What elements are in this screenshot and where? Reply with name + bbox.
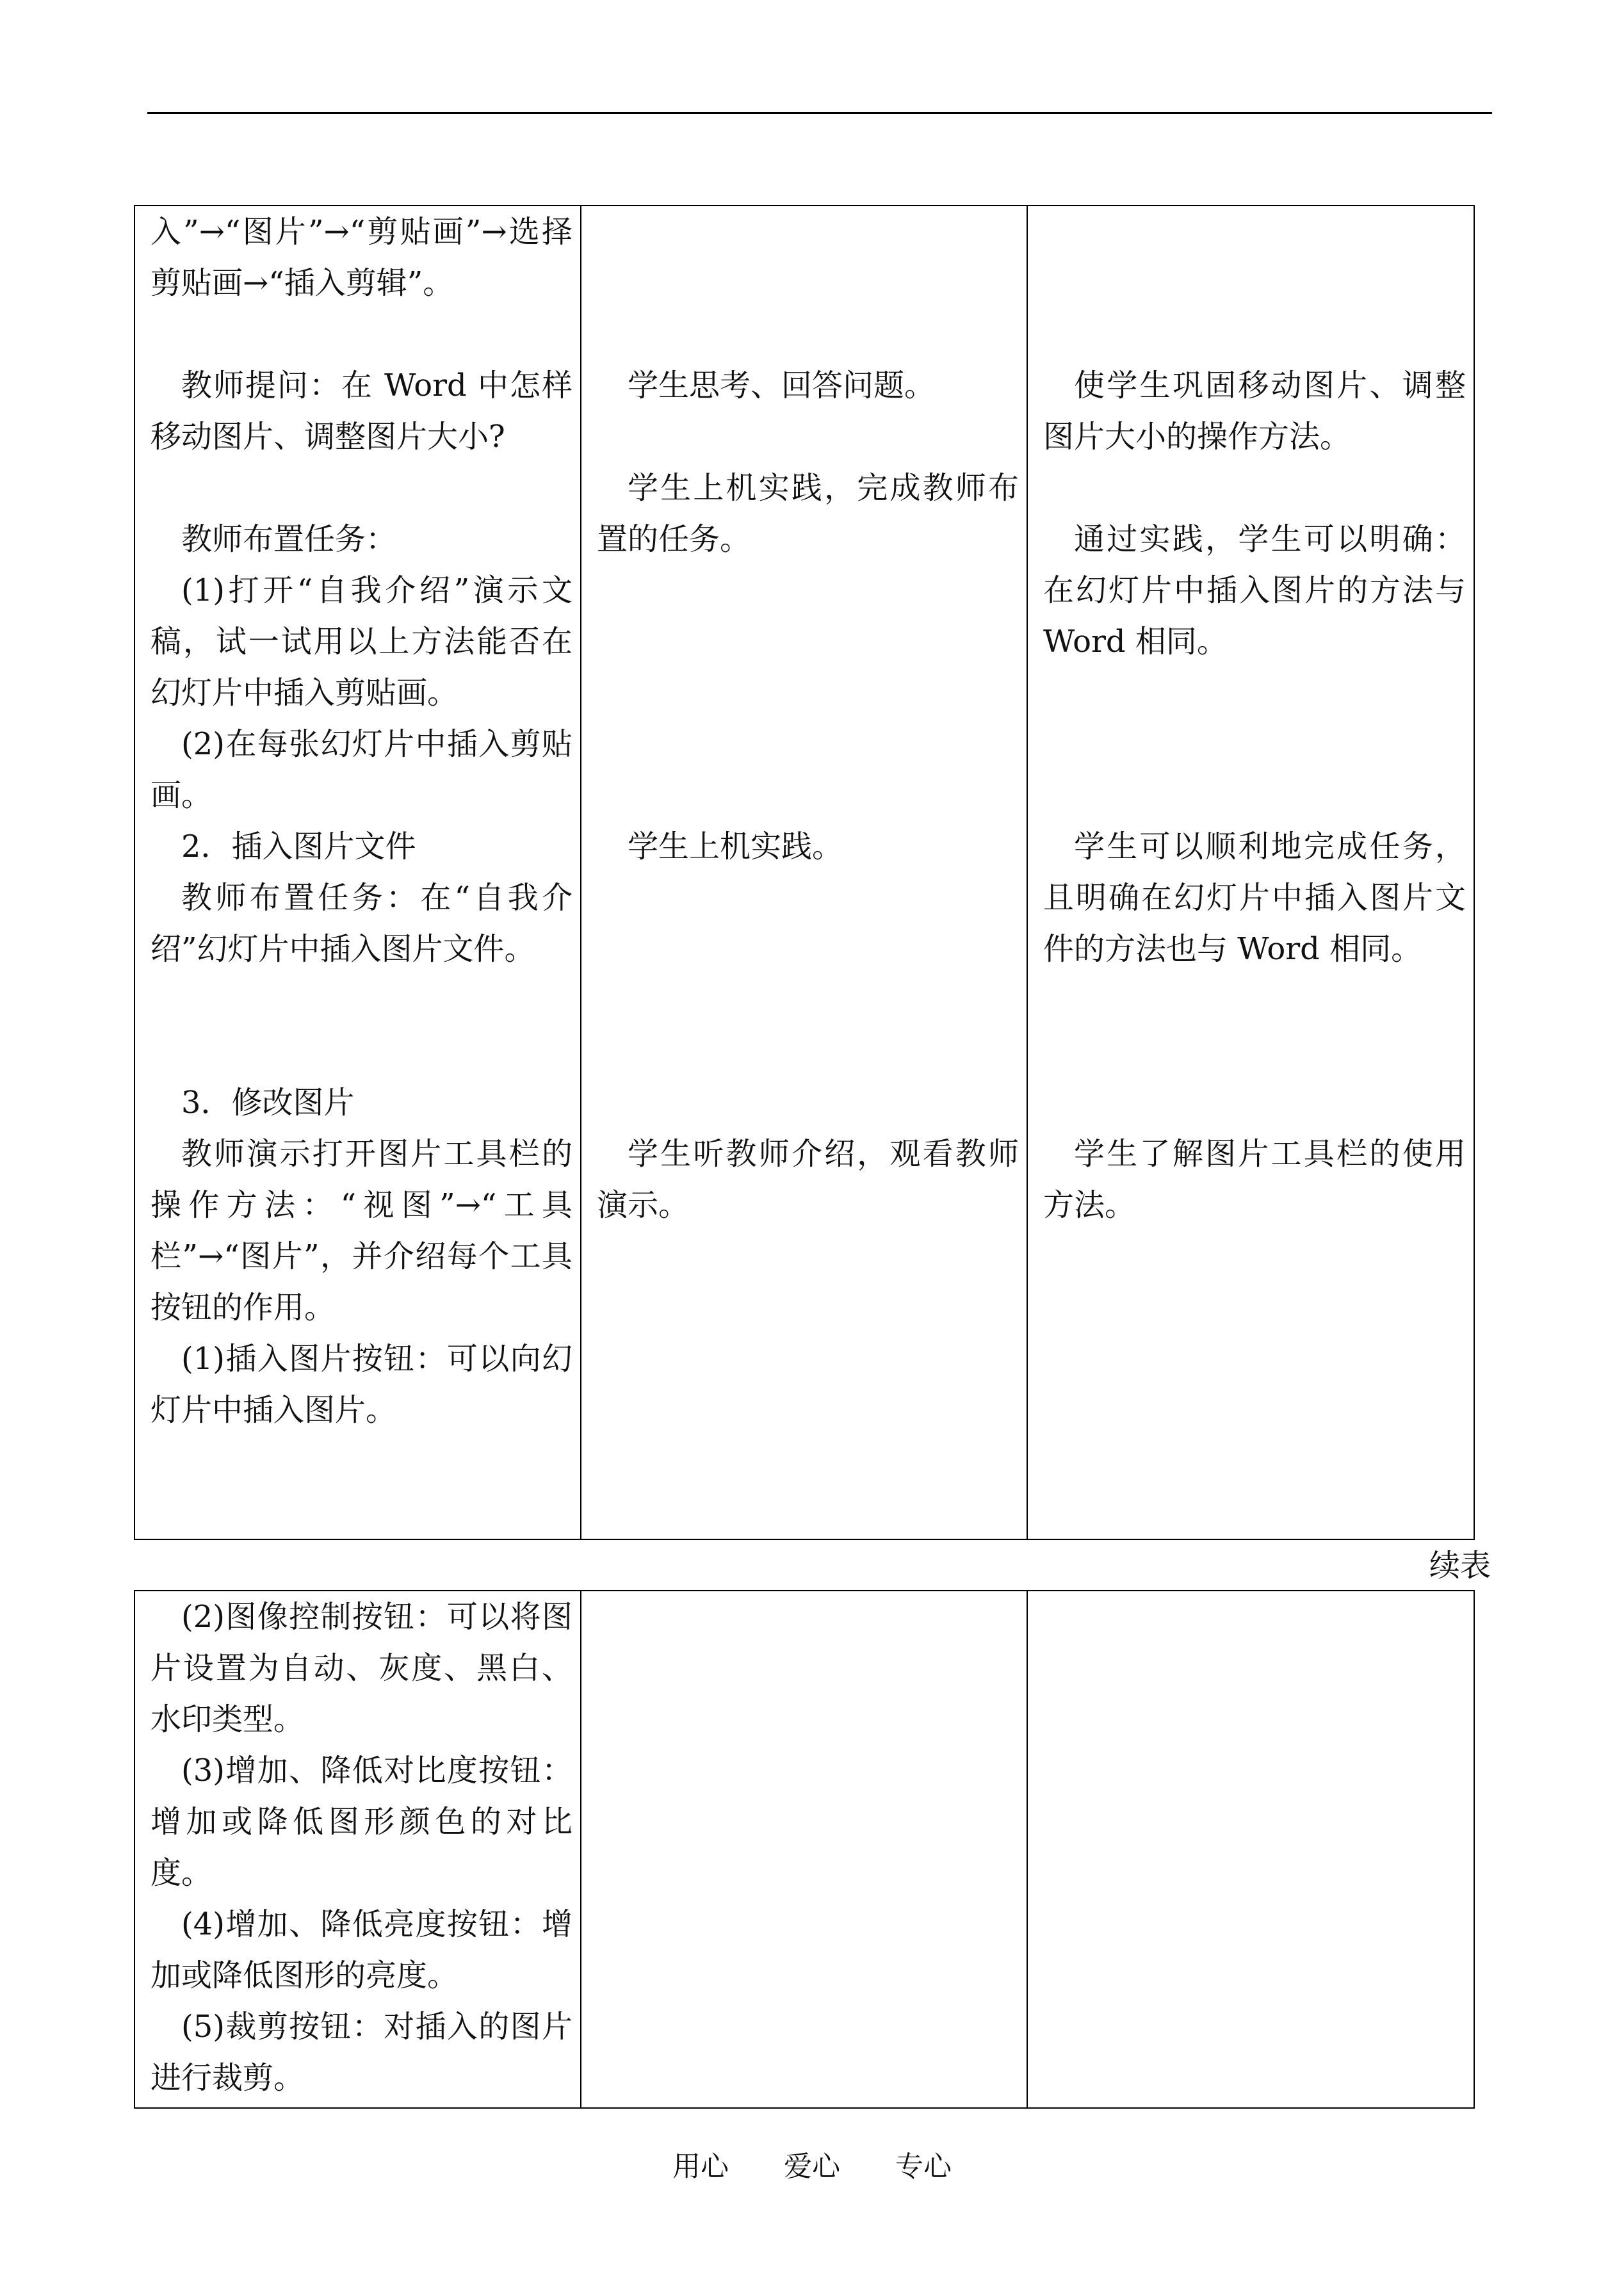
teacher-text-4: (1)打开“自我介绍”演示文稿，试一试用以上方法能否在幻灯片中插入剪贴画。 — [150, 572, 572, 711]
button-desc-5: (5)裁剪按钮：对插入的图片进行裁剪。 — [150, 2009, 572, 2096]
intent-text-1: 使学生巩固移动图片、调整图片大小的操作方法。 — [1043, 368, 1466, 455]
intent-text-3: 学生可以顺利地完成任务，且明确在幻灯片中插入图片文件的方法也与 Word 相同。 — [1043, 829, 1466, 967]
continued-label: 续表 — [1429, 1548, 1491, 1584]
intent-text-4: 学生了解图片工具栏的使用方法。 — [1043, 1136, 1466, 1223]
student-activity-cell-cont — [581, 1591, 1027, 2108]
design-intent-cell — [1027, 206, 1474, 1539]
teacher-text-2: 教师提问：在 Word 中怎样移动图片、调整图片大小? — [150, 368, 572, 455]
section-heading-3: 3．修改图片 — [181, 1085, 355, 1121]
footer-word-2: 爱心 — [784, 2150, 840, 2183]
intent-text-2: 通过实践，学生可以明确：在幻灯片中插入图片的方法与 Word 相同。 — [1043, 521, 1466, 660]
button-desc-4: (4)增加、降低亮度按钮：增加或降低图形的亮度。 — [150, 1906, 572, 1993]
button-desc-3: (3)增加、降低对比度按钮：增加或降低图形颜色的对比度。 — [150, 1753, 572, 1891]
student-activity-cell — [581, 206, 1027, 1539]
button-desc-2: (2)图像控制按钮：可以将图片设置为自动、灰度、黑白、水印类型。 — [150, 1599, 572, 1737]
continued-table — [134, 1590, 1475, 2109]
teacher-text-9: 教师演示打开图片工具栏的操作方法：“视图”→“工具栏”→“图片”，并介绍每个工具按钮的作用。 — [150, 1136, 572, 1326]
teacher-activity-cell — [134, 206, 581, 1539]
student-text-3: 学生上机实践。 — [628, 829, 843, 864]
header-rule — [147, 112, 1492, 114]
student-text-1: 学生思考、回答问题。 — [628, 368, 936, 403]
design-intent-cell-cont — [1027, 1591, 1474, 2108]
section-heading-2: 2．插入图片文件 — [181, 829, 416, 864]
teacher-activity-cell-cont — [134, 1591, 581, 2108]
teacher-text-1: 入”→“图片”→“剪贴画”→选择剪贴画→“插入剪辑”。 — [150, 214, 572, 301]
teacher-text-7: 教师布置任务：在“自我介绍”幻灯片中插入图片文件。 — [150, 880, 572, 967]
teacher-text-3: 教师布置任务： — [181, 521, 397, 557]
footer-word-3: 专心 — [895, 2150, 952, 2183]
student-text-2: 学生上机实践，完成教师布置的任务。 — [597, 470, 1019, 557]
footer-word-1: 用心 — [672, 2150, 729, 2183]
lesson-table — [134, 205, 1475, 1540]
student-text-4: 学生听教师介绍，观看教师演示。 — [597, 1136, 1019, 1223]
page-footer — [0, 2148, 1624, 2186]
teacher-text-10: (1)插入图片按钮：可以向幻灯片中插入图片。 — [150, 1341, 572, 1428]
teacher-text-5: (2)在每张幻灯片中插入剪贴画。 — [150, 726, 572, 813]
